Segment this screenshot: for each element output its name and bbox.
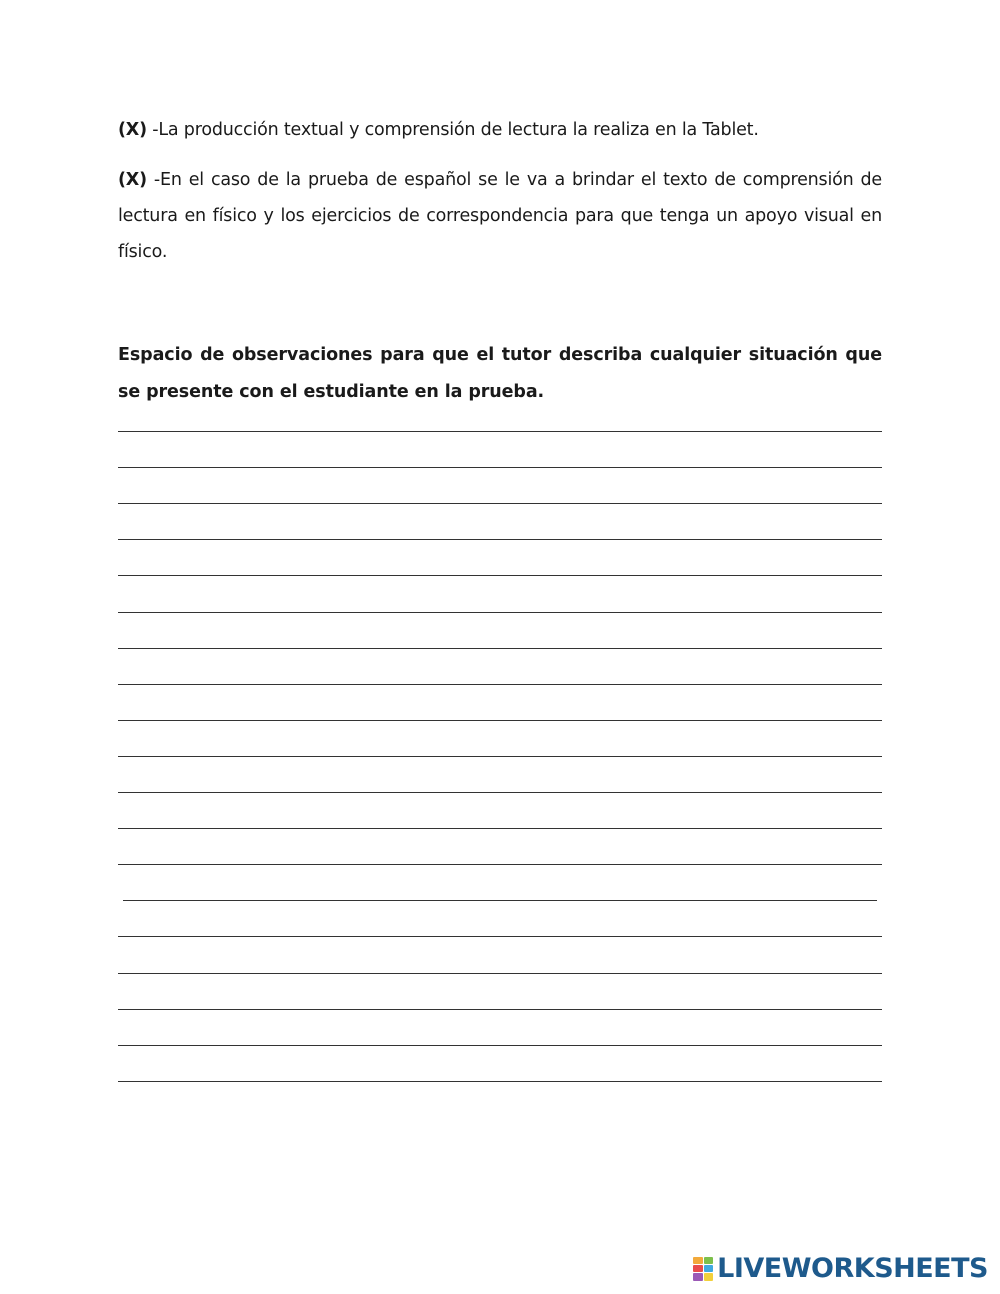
writing-line[interactable] xyxy=(118,936,882,937)
logo-icon xyxy=(693,1257,713,1281)
writing-line[interactable] xyxy=(118,467,882,468)
item-mark: (X) xyxy=(118,170,147,190)
writing-line[interactable] xyxy=(118,720,882,721)
writing-line[interactable] xyxy=(118,1009,882,1010)
liveworksheets-logo xyxy=(693,1253,988,1284)
accommodation-item-2 xyxy=(118,162,882,270)
item-mark: (X) xyxy=(118,120,147,140)
logo-text: LIVEWORKSHEETS xyxy=(717,1253,988,1284)
writing-line[interactable] xyxy=(118,684,882,685)
writing-line[interactable] xyxy=(118,756,882,757)
writing-line[interactable] xyxy=(118,792,882,793)
writing-line[interactable] xyxy=(118,1045,882,1046)
writing-line[interactable] xyxy=(118,575,882,576)
item-text: -En el caso de la prueba de español se le va a brindar el texto de comprensión de lectura en físico y los ejercicios de correspondencia para que tenga un apoyo visual en físico. xyxy=(118,170,882,262)
writing-line[interactable] xyxy=(118,864,882,865)
writing-line[interactable] xyxy=(118,973,882,974)
writing-line[interactable] xyxy=(118,1081,882,1082)
writing-line[interactable] xyxy=(118,828,882,829)
writing-line[interactable] xyxy=(118,539,882,540)
writing-line[interactable] xyxy=(123,900,877,901)
item-text: -La producción textual y comprensión de lectura la realiza en la Tablet. xyxy=(146,120,759,140)
writing-line[interactable] xyxy=(118,648,882,649)
accommodation-item-1 xyxy=(118,112,882,148)
writing-line[interactable] xyxy=(118,503,882,504)
observations-heading: Espacio de observaciones para que el tutor describa cualquier situación que se presente con el estudiante en la prueba. xyxy=(118,344,882,402)
writing-line[interactable] xyxy=(118,431,882,432)
writing-line[interactable] xyxy=(118,612,882,613)
